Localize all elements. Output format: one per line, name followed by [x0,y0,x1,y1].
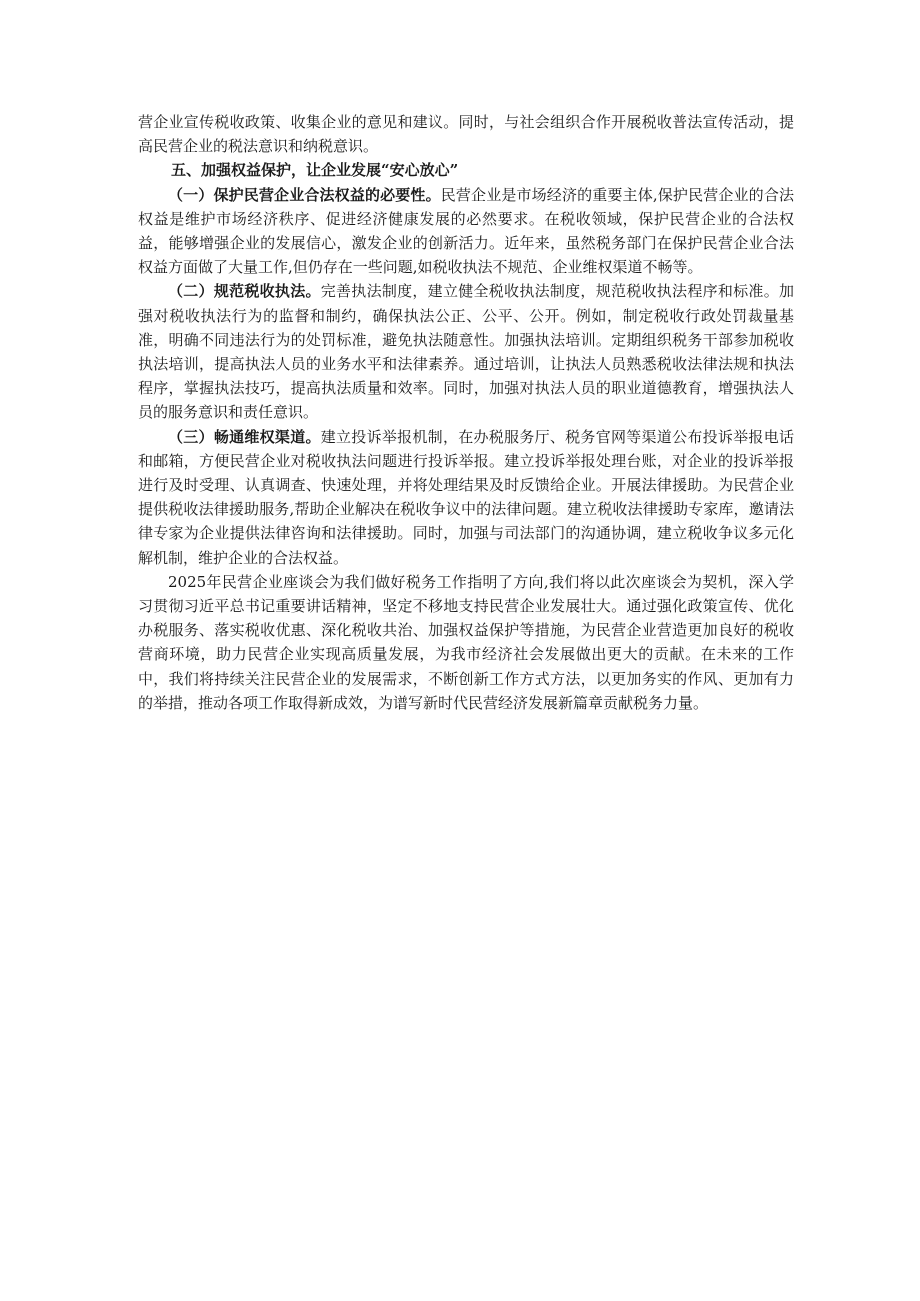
item-title-3: （三）畅通维权渠道。 [168,427,321,446]
item-body-3: 建立投诉举报机制，在办税服务厅、税务官网等渠道公布投诉举报电话和邮箱，方便民营企业对税收执法问题进行投诉举报。建立投诉举报处理台账，对企业的投诉举报进行及时受理、认真调查、快速处理，并将处理结果及时反馈给企业。开展法律援助。为民营企业提供税收法律援助服务,帮助企业解决在税收争议中的法律问题。建立税收法律援助专家库，邀请法律专家为企业提供法律咨询和法律援助。同时，加强与司法部门的沟通协调，建立税收争议多元化解机制，维护企业的合法权益。 [138,427,794,567]
item-body-2: 完善执法制度，建立健全税收执法制度，规范税收执法程序和标准。加强对税收执法行为的监督和制约，确保执法公正、公平、公开。例如，制定税收行政处罚裁量基准，明确不同违法行为的处罚标准，避免执法随意性。加强执法培训。定期组织税务干部参加税收执法培训，提高执法人员的业务水平和法律素养。通过培训，让执法人员熟悉税收法律法规和执法程序，掌握执法技巧，提高执法质量和效率。同时，加强对执法人员的职业道德教育，增强执法人员的服务意识和责任意识。 [138,282,794,422]
section-heading: 五、加强权益保护，让企业发展“安心放心” [171,161,459,180]
closing-paragraph: 2025年民营企业座谈会为我们做好税务工作指明了方向,我们将以此次座谈会为契机，深入学习贯彻习近平总书记重要讲话精神，坚定不移地支持民营企业发展壮大。通过强化政策宣传、优化办税服务、落实税收优惠、深化税收共治、加强权益保护等措施，为民营企业营造更加良好的税收营商环境，助力民营企业实现高质量发展，为我市经济社会发展做出更大的贡献。在未来的工作中，我们将持续关注民营企业的发展需求，不断创新工作方式方法，以更加务实的作风、更加有力的举措，推动各项工作取得新成效，为谱写新时代民营经济发展新篇章贡献税务力量。 [138,572,794,712]
document-page [138,110,794,715]
item-paragraph-2 [138,279,794,424]
item-title-1: （一）保护民营企业合法权益的必要性。 [168,185,441,204]
intro-paragraph: 营企业宣传税收政策、收集企业的意见和建议。同时，与社会组织合作开展税收普法宣传活动，提高民营企业的税法意识和纳税意识。 [138,113,794,156]
item-paragraph-3 [138,425,794,570]
item-body-1: 民营企业是市场经济的重要主体,保护民营企业的合法权益是维护市场经济秩序、促进经济健康发展的必然要求。在税收领域，保护民营企业的合法权益，能够增强企业的发展信心，激发企业的创新活力。近年来，虽然税务部门在保护民营企业合法权益方面做了大量工作,但仍存在一些问题,如税收执法不规范、企业维权渠道不畅等。 [138,185,794,277]
item-title-2: （二）规范税收执法。 [168,282,321,301]
item-paragraph-1 [138,183,794,280]
